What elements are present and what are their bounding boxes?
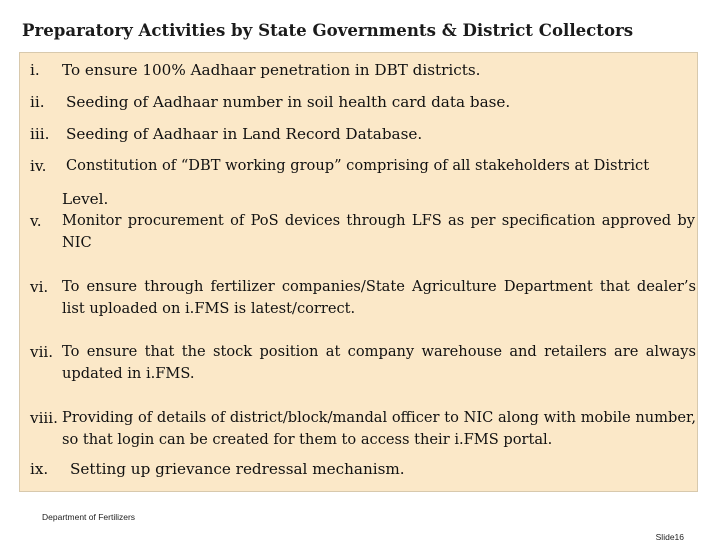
item-text: Constitution of “DBT working group” comprising of all stakeholders at District (66, 157, 650, 174)
item-number: vi. (30, 278, 49, 296)
slide-number: Slide16 (655, 532, 684, 542)
item-number: viii. (30, 409, 58, 427)
item-number: i. (30, 61, 40, 79)
item-number: iii. (30, 125, 50, 143)
item-text: To ensure through fertilizer companies/State Agriculture Department that dealer’s list uploaded on i.FMS is latest/correct. (62, 278, 696, 317)
item-text: Providing of details of district/block/mandal officer to NIC along with mobile number, so that login can be created for them to access their i.FMS portal. (62, 409, 696, 448)
footer-department: Department of Fertilizers (42, 512, 136, 522)
item-number: ii. (30, 93, 45, 111)
slide-title: Preparatory Activities by State Governments & District Collectors (22, 20, 634, 40)
item-number: iv. (30, 157, 47, 175)
item-text: To ensure 100% Aadhaar penetration in DBT districts. (62, 61, 481, 79)
item-number: v. (30, 212, 42, 230)
item-number: ix. (30, 460, 49, 478)
item-text: Level. (62, 190, 109, 208)
item-text: Seeding of Aadhaar in Land Record Database. (66, 125, 423, 143)
item-text: To ensure that the stock position at company warehouse and retailers are always updated in i.FMS. (62, 343, 696, 382)
item-number: vii. (30, 343, 54, 361)
item-text: Seeding of Aadhaar number in soil health card data base. (66, 93, 511, 111)
item-text: Monitor procurement of PoS devices through LFS as per specification approved by NIC (62, 212, 695, 251)
item-text: Setting up grievance redressal mechanism. (70, 460, 405, 478)
